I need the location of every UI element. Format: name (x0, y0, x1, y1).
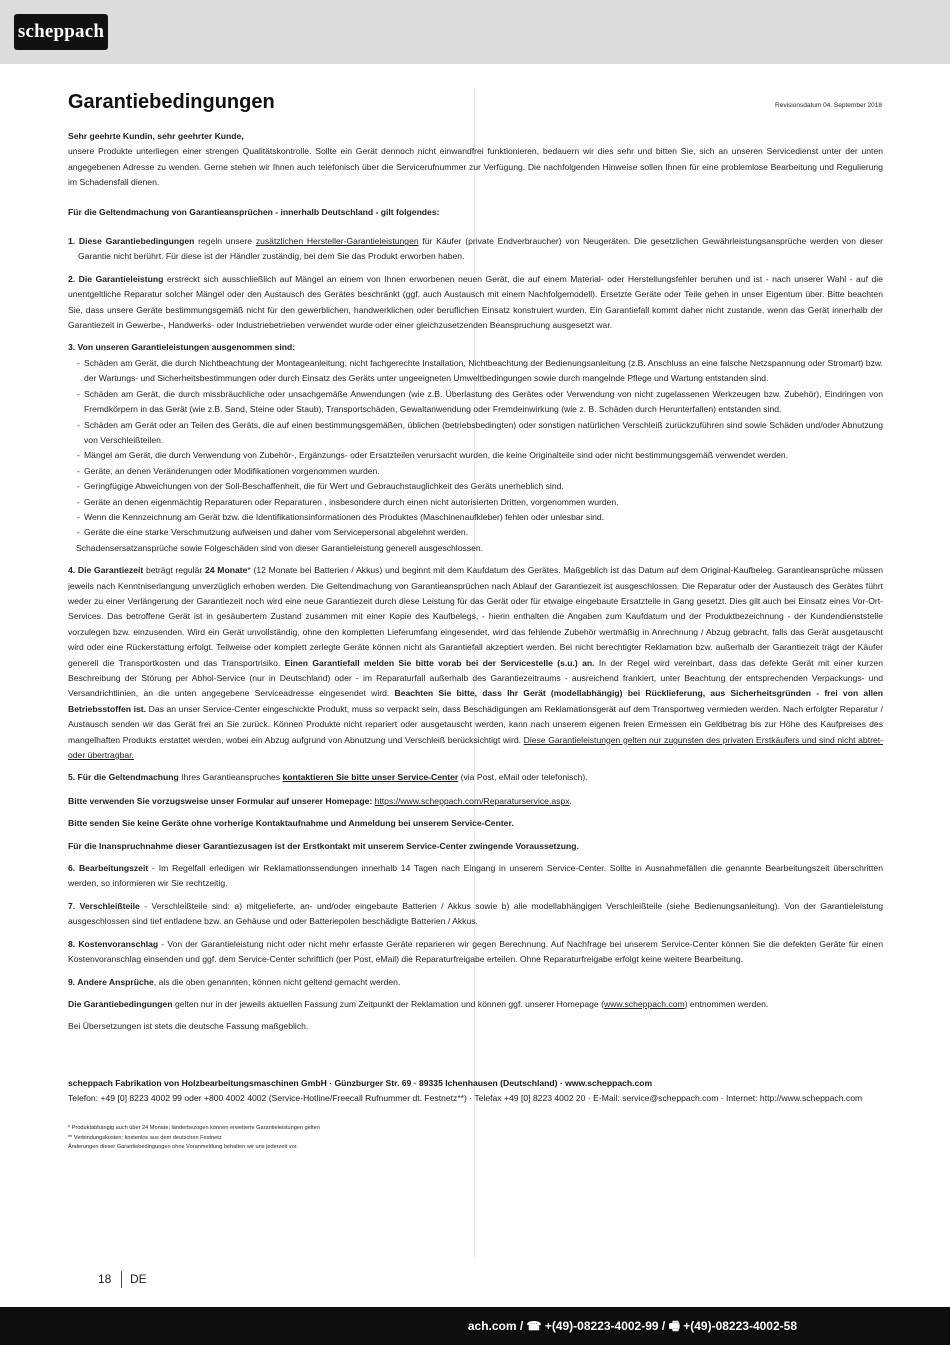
footnote: Änderungen dieser Garantiebedingungen ohne Voranmeldung behalten wir uns jederzeit vor. (68, 1144, 298, 1150)
section-9: 9. Andere Ansprüche, als die oben genannten, können nicht geltend gemacht werden. (68, 976, 401, 987)
section-1: 1. Diese Garantiebedingungen regeln unsere zusätzlichen Hersteller-Garantieleistungen für Käufer (private Endverbraucher) von Neugeräten. Die gesetzlichen Gewährleistungsansprüche werden von dieser Garantie nicht berührt. Für diese ist der Händler zuständig, bei dem Sie das Produkt erworben haben. (68, 236, 884, 262)
section-3-heading: 3. Von unseren Garantieleistungen ausgenommen sind: (68, 342, 296, 353)
top-header-bar (0, 0, 950, 64)
section-5-no-unannounced: Bitte senden Sie keine Geräte ohne vorherige Kontaktaufnahme und Anmeldung bei unserem Service-Center. (68, 818, 514, 829)
footnote: ** Verbindungskosten: kostenlos aus dem deutschen Festnetz (68, 1134, 222, 1141)
section-7: 7. Verschleißteile - Verschleißteile sind: a) mitgelieferte, an- und/oder eingebaute Batterien / Akkus sowie b) alle modellabhängigen Verschleißteile (siehe Bedienungsanleitung). Von der Garantieleistung ausgeschlossen sind tief entladene bzw. an Gehäuse und oder Batteriepolen beschädigte Batterien / Akkus. (68, 900, 883, 927)
homepage-link[interactable]: www.scheppach.com (603, 998, 685, 1009)
list-item: - Geräte die eine starke Verschmutzung aufweisen und daher vom Servicepersonal abgelehnt werden. (68, 525, 883, 540)
scheppach-logo (14, 14, 108, 50)
company-info (68, 1076, 883, 1106)
intro-paragraph: unsere Produkte unterliegen einer strengen Qualitätskontrolle. Sollte ein Gerät dennoch nicht einwandfrei funktionieren, bedauern wir dies sehr und bitten Sie, sich an unseren Servicedienst unter der unten angegebenen Adresse zu wenden. Gerne stehen wir Ihnen auch telefonisch über die Servicerufnummer zur Verfügung. Die nachfolgenden Hinweise sollen Ihnen für eine problemlose Bearbeitung und Regulierung im Schadensfall dienen. (68, 146, 883, 188)
footnotes (68, 1124, 568, 1153)
company-address: scheppach Fabrikation von Holzbearbeitungsmaschinen GmbH · Günzburger Str. 69 · 89335 Ichenhausen (Deutschland) · www.scheppach.com (68, 1078, 653, 1088)
list-item: - Geräte, an denen Veränderungen oder Modifikationen vorgenommen wurden. (68, 464, 883, 479)
logo-text: scheppach (17, 21, 105, 42)
section-6: 6. Bearbeitungszeit - Im Regelfall erledigen wir Reklamationssendungen innerhalb 14 Tagen nach Eingang in unserem Service-Center. Sollte in Ausnahmefällen die genannte Bearbeitungszeit überschritten werden, so informieren wir Sie rechtzeitig. (68, 863, 883, 889)
page-number-divider (121, 1271, 122, 1288)
validity-note: Die Garantiebedingungen gelten nur in der jeweils aktuellen Fassung zum Zeitpunkt der Reklamation und können ggf. unserer Homepage (www.scheppach.com) entnommen werden. (68, 998, 769, 1009)
greeting: Sehr geehrte Kundin, sehr geehrter Kunde, (68, 131, 244, 141)
footnote: * Produktabhängig auch über 24 Monate; länderbezogen können erweiterte Garantieleistungen gelten (68, 1125, 320, 1131)
bottom-contact-bar (0, 1307, 950, 1345)
language-code: DE (130, 1272, 147, 1286)
page-title: Garantiebedingungen (68, 91, 275, 113)
exclusion-list (68, 356, 883, 541)
section-4: 4. Die Garantiezeit beträgt regulär 24 Monate* (12 Monate bei Batterien / Akkus) und beginnt mit dem Kaufdatum des Gerätes. Maßgeblich ist das Datum auf dem Original-Kaufbeleg. Garantieansprüche müssen jeweils nach Kenntniserlangung unverzüglich erhoben werden. Die Geltendmachung von Garantieansprüchen nach Ablauf der Garantiezeit ist ausgeschlossen. Die Reparatur oder der Austausch des Gerätes führt weder zu einer Verlängerung der Garantiezeit noch wird eine neue Garantiezeit durch diese Leistung für das Gerät oder für etwaige eingebaute Ersatzteile in Gang gesetzt. Dies gilt auch bei Einsatz eines Vor-Ort-Services. Das betroffene Gerät ist in gesäubertem Zustand zusammen mit einer Kopie des Kaufbelegs, - hierin enthalten die Angaben zum Kaufdatum und der Produktbezeichnung - der Kundendienststelle vorzulegen bzw. einzusenden. Wird ein Gerät unvollständig, ohne den kompletten Lieferumfang eingesendet, wird das fehlende Zubehör wertmäßig in Anrechnung / Abzug gebracht, falls das Gerät ausgetauscht wird oder eine Rückerstattung erfolgt. Teilweise oder komplett zerlegte Geräte können nicht als Garantiefall akzeptiert werden. Bei nicht berechtigter Reklamation bzw. außerhalb der Garantiezeit trägt der Käufer generell die Transportkosten und das Transportrisiko. Einen Garantiefall melden Sie bitte vorab bei der Servicestelle (s.u.) an. In der Regel wird vereinbart, dass das defekte Gerät mit einer kurzen Beschreibung der Störung per Abhol-Service (nur in Deutschland) oder - im Reparaturfall außerhalb des Garantiezeitraums - ausreichend frankiert, unter Beachtung der entsprechenden Verpackungs- und Versandrichtlinien, an die unten angegebene Serviceadresse eingesendet wird. Beachten Sie bitte, dass Ihr Gerät (modellabhängig) bei Rücklieferung, aus Sicherheitsgründen - frei von allen Betriebsstoffen ist. Das an unser Service-Center eingeschickte Produkt, muss so verpackt sein, dass Beschädigungen am Reklamationsgerät auf dem Transportweg vermieden werden. Nach erfolgter Reparatur / Austausch senden wir das Gerät frei an Sie zurück. Können Produkte nicht repariert oder ausgetauscht werden, kann nach unserem eigenen freien Ermessen ein Geldbetrag bis zur Höhe des Kaufpreises des mangelhaften Produkts erstattet werden, wobei ein Abzug aufgrund von Abnutzung und Verschleiß berücksichtigt wird. Diese Garantieleistungen gelten nur zugunsten des privaten Erstkäufers und sind nicht abtret- oder übertragbar. (68, 565, 883, 761)
company-contact: Telefon: +49 [0] 8223 4002 99 oder +800 4002 4002 (Service-Hotline/Freecall Rufnummer dt. Festnetz**) · Telefax +49 [0] 8223 4002 20 · E-Mail: service@scheppach.com · Internet: http://www.scheppach.com (68, 1093, 863, 1103)
section-2: 2. Die Garantieleistung erstreckt sich ausschließlich auf Mängel an einem von Ihnen erworbenen neuen Gerät, die auf einem Material- oder Herstellungsfehler beruhen und ist - nach unserer Wahl - auf die unentgeltliche Reparatur solcher Mängel oder den Austausch des Gerätes beschränkt (ggf. auch Austausch mit einem Nachfolgemodell). Ersetzte Geräte oder Teile gehen in unser Eigentum über. Bitte beachten Sie, dass unsere Geräte bestimmungsgemäß nicht für den gewerblichen, handwerklichen oder beruflichen Einsatz konstruiert wurden. Ein Garantiefall kommt daher nicht zustande, wenn das Gerät innerhalb der Garantiezeit in Gewerbe-, Handwerks- oder Industriebetrieben verwendet wurde oder einer gleichzusetzenden Beanspruchung ausgesetzt war. (68, 273, 883, 331)
translation-note: Bei Übersetzungen ist stets die deutsche Fassung maßgeblich. (68, 1021, 309, 1032)
reparaturservice-link[interactable]: https://www.scheppach.com/Reparaturservice.aspx (374, 795, 570, 806)
list-item: - Mängel am Gerät, die durch Verwendung von Zubehör-, Ergänzungs- oder Ersatzteilen verursacht wurden, die keine Originalteile sind oder nicht bestimmungsgemäß verwendet werden. (68, 448, 883, 463)
list-item: - Schäden am Gerät oder an Teilen des Geräts, die auf einen bestimmungsgemäßen, üblichen (betriebsbedingten) oder sonstigen natürlichen Verschleiß zurückzuführen sind sowie Schäden und/oder Abnutzung von Verschleißteilen. (68, 418, 883, 449)
section-3-closing: Schadensersatzansprüche sowie Folgeschäden sind von dieser Garantieleistung generell ausgeschlossen. (76, 542, 484, 553)
list-item: - Schäden am Gerät, die durch Nichtbeachtung der Montageanleitung, nicht fachgerechte Installation, Nichtbeachtung der Bedienungsanleitung (z.B. Anschluss an eine falsche Netzspannung oder Stromart) bzw. der Wartungs- und Sicherheitsbestimmungen oder durch Einsatz des Geräts unter ungeeigneten Umweltbedingungen sowie durch mangelnde Pflege und Wartung entstanden sind. (68, 356, 883, 387)
section-5-first-contact: Für die Inanspruchnahme dieser Garantiezusagen ist der Erstkontakt mit unserem Service-Center zwingende Voraussetzung. (68, 840, 579, 851)
section-8: 8. Kostenvoranschlag - Von der Garantieleistung nicht oder nicht mehr erfasste Geräte reparieren wir gegen Berechnung. Auf Nachfrage bei unserem Service-Center können Sie die defekten Geräte für einen Kostenvoranschlag einsenden und ggf. dem Service-Center schriftlich (per Post, eMail) die Reparaturfreigabe erteilen. Ohne Reparaturfreigabe erfolgt keine weitere Bearbeitung. (68, 938, 883, 965)
section-5-homepage: Bitte verwenden Sie vorzugsweise unser Formular auf unserer Homepage: https://www.scheppach.com/Reparaturservice.aspx. (68, 795, 572, 806)
section-5: 5. Für die Geltendmachung Ihres Garantieanspruches kontaktieren Sie bitte unser Service-Center (via Post, eMail oder telefonisch). (68, 772, 588, 783)
list-item: - Geräte an denen eigenmächtig Reparaturen oder Reparaturen , insbesondere durch einen nicht autorisierten Dritten, vorgenommen wurden. (68, 495, 883, 510)
contact-line: ach.com / ☎ +(49)-08223-4002-99 / 🖷 +(49)-08223-4002-58 (467, 1319, 797, 1333)
warranty-text-body (68, 129, 883, 1035)
revision-date: Revisionsdatum 04. September 2018 (775, 102, 882, 109)
list-item: - Wenn die Kennzeichnung am Gerät bzw. die Identifikationsinformationen des Produktes (Maschinenaufkleber) fehlen oder unlesbar sind. (68, 510, 883, 525)
list-item: - Geringfügige Abweichungen von der Soll-Beschaffenheit, die für Wert und Gebrauchstauglichkeit des Geräts unerheblich sind. (68, 479, 883, 494)
list-item: - Schäden am Gerät, die durch missbräuchliche oder unsachgemäße Anwendungen (wie z.B. Überlastung des Gerätes oder Verwendung von nicht zugelassenen Werkzeugen bzw. Zubehör), Eindringen von Fremdkörpern in das Gerät (wie z.B. Sand, Steine oder Staub), Transportschäden, Gewaltanwendung oder Fremdeinwirkung (wie z. B. Schäden durch Herunterfallen) entstanden sind. (68, 387, 883, 418)
page-number: 18 (98, 1272, 112, 1286)
scope-heading: Für die Geltendmachung von Garantieansprüchen - innerhalb Deutschland - gilt folgendes: (68, 206, 440, 217)
